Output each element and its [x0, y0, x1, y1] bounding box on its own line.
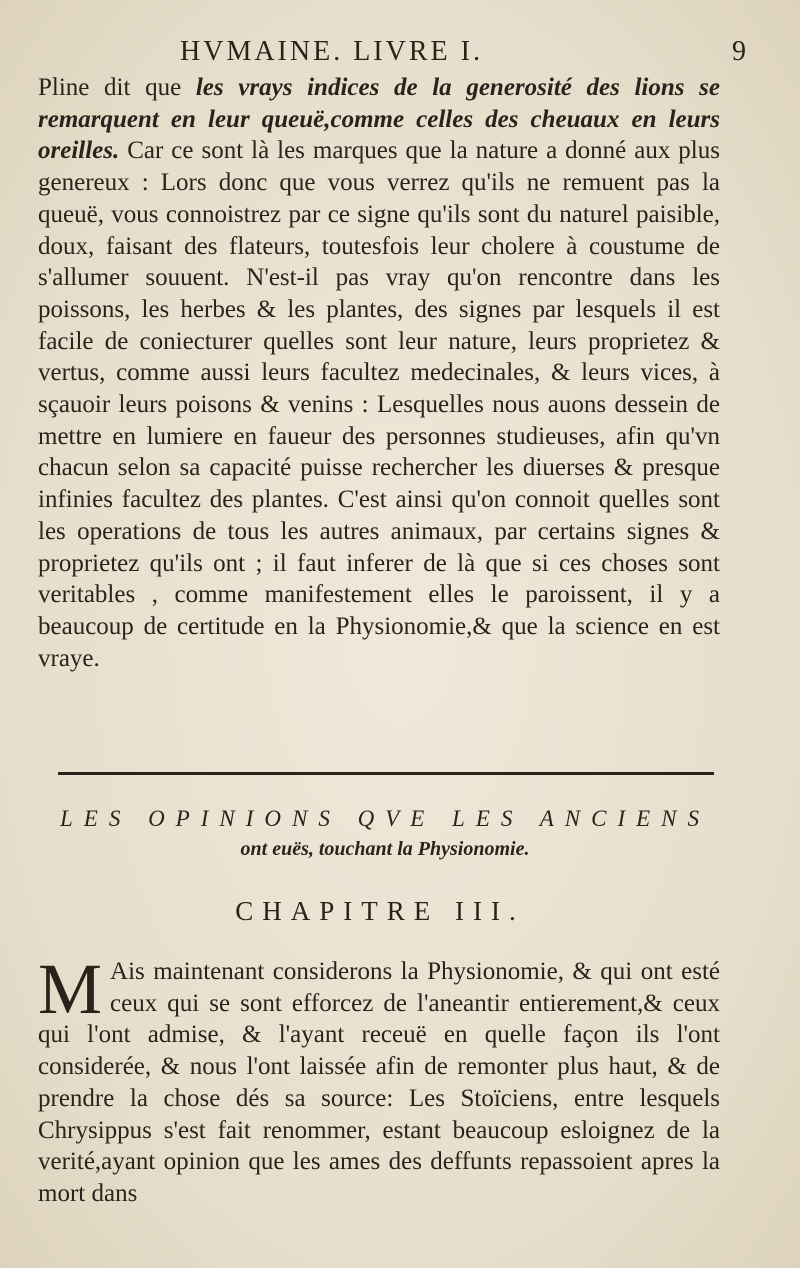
- paragraph-lead: Pline dit que: [38, 74, 196, 101]
- pline-quotation: les vrays indices de la generosité des lions se remarquent en leur queuë,comme celles des cheuaux en leurs oreilles.: [38, 74, 720, 165]
- paragraph-chapter-opening: [38, 949, 720, 1210]
- chapter-heading-line2: ont euës, touchant la Physionomie.: [240, 838, 530, 860]
- paragraph-text: Ais maintenant considerons la Physionomie, & qui ont esté ceux qui se sont efforcez de l'aneantir entierement,& ceux qui l'ont admise, & l'ayant receuë en quelle façon ils l'ont considerée, & nous l'ont laissée afin de remonter plus haut, & de prendre la chose dés sa source: Les Stoïciens, entre lesquels Chrysippus s'est fait renommer, estant beaucoup esloignez de la verité,ayant opinion que les ames des deffunts repassoient apres la mort dans: [38, 958, 720, 1207]
- section-divider-rule: [58, 772, 714, 775]
- running-head-title: HVMAINE. LIVRE I.: [180, 36, 483, 67]
- chapter-heading: [50, 806, 720, 861]
- drop-cap: M: [38, 949, 103, 1029]
- page-number: 9: [732, 36, 746, 67]
- running-head: [40, 36, 746, 76]
- paragraph-pline: [38, 72, 720, 674]
- chapter-number: CHAPITRE III.: [235, 896, 525, 926]
- chapter-heading-line1: LES OPINIONS QVE LES ANCIENS: [59, 806, 711, 831]
- paragraph-body: Car ce sont là les marques que la nature a donné aux plus genereux : Lors donc que vous verrez qu'ils ne remuent pas la queuë, vous connoistrez par ce signe qu'ils sont du naturel paisible, doux, faisant des flateurs, toutesfois leur cholere à coustume de s'allumer souuent. N'est-il pas vray qu'on rencontre dans les poissons, les herbes & les plantes, des signes par lesquels il est facile de coniecturer quelles sont leur nature, leurs proprietez & vertus, comme aussi leurs facultez medecinales, & leurs vices, à sçauoir leurs poisons & venins : Lesquelles nous auons dessein de mettre en lumiere en faueur des personnes studieuses, afin qu'vn chacun selon sa capacité puisse rechercher les diuerses & presque infinies facultez des plantes. C'est ainsi qu'on connoit quelles sont les operations de tous les autres animaux, par certains signes & proprietez qu'ils ont ; il faut inferer de là que si ces choses sont veritables , comme manifestement elles le paroissent, il y a beaucoup de certitude en la Physionomie,& que la science en est vraye.: [38, 137, 720, 672]
